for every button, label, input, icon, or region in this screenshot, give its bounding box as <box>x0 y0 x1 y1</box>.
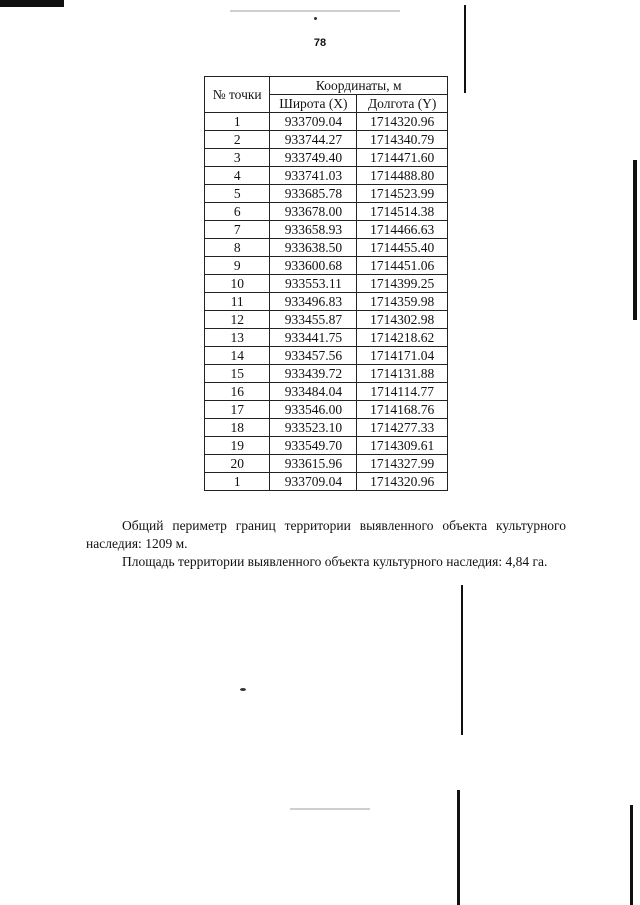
point-number-cell: 5 <box>205 185 270 203</box>
latitude-cell: 933638.50 <box>270 239 357 257</box>
latitude-cell: 933658.93 <box>270 221 357 239</box>
longitude-cell: 1714359.98 <box>357 293 448 311</box>
latitude-cell: 933457.56 <box>270 347 357 365</box>
scan-line-right-lower <box>461 585 463 735</box>
table-row <box>205 221 448 239</box>
longitude-cell: 1714168.76 <box>357 401 448 419</box>
point-number-cell: 14 <box>205 347 270 365</box>
point-number-cell: 17 <box>205 401 270 419</box>
header-latitude: Широта (X) <box>270 95 357 113</box>
latitude-cell: 933600.68 <box>270 257 357 275</box>
point-number-cell: 6 <box>205 203 270 221</box>
table-row <box>205 383 448 401</box>
longitude-cell: 1714114.77 <box>357 383 448 401</box>
point-number-cell: 1 <box>205 113 270 131</box>
longitude-cell: 1714320.96 <box>357 113 448 131</box>
point-number-cell: 3 <box>205 149 270 167</box>
header-longitude: Долгота (Y) <box>357 95 448 113</box>
perimeter-paragraph: Общий периметр границ территории выявленного объекта культурного наследия: 1209 м. <box>86 518 566 551</box>
table-row <box>205 257 448 275</box>
header-point-number: № точки <box>205 77 270 113</box>
scan-speck <box>240 688 246 691</box>
longitude-cell: 1714327.99 <box>357 455 448 473</box>
longitude-cell: 1714523.99 <box>357 185 448 203</box>
latitude-cell: 933749.40 <box>270 149 357 167</box>
point-number-cell: 11 <box>205 293 270 311</box>
latitude-cell: 933615.96 <box>270 455 357 473</box>
table-row <box>205 275 448 293</box>
latitude-cell: 933546.00 <box>270 401 357 419</box>
point-number-cell: 10 <box>205 275 270 293</box>
latitude-cell: 933484.04 <box>270 383 357 401</box>
scan-noise <box>290 808 370 810</box>
latitude-cell: 933549.70 <box>270 437 357 455</box>
longitude-cell: 1714320.96 <box>357 473 448 491</box>
point-number-cell: 15 <box>205 365 270 383</box>
scan-line-right-top <box>464 5 466 93</box>
table-row <box>205 239 448 257</box>
table-row <box>205 365 448 383</box>
coordinates-body <box>205 113 448 491</box>
point-number-cell: 19 <box>205 437 270 455</box>
point-number-cell: 2 <box>205 131 270 149</box>
latitude-cell: 933709.04 <box>270 473 357 491</box>
point-number-cell: 7 <box>205 221 270 239</box>
longitude-cell: 1714455.40 <box>357 239 448 257</box>
table-row <box>205 167 448 185</box>
latitude-cell: 933496.83 <box>270 293 357 311</box>
point-number-cell: 4 <box>205 167 270 185</box>
longitude-cell: 1714309.61 <box>357 437 448 455</box>
longitude-cell: 1714171.04 <box>357 347 448 365</box>
table-row <box>205 419 448 437</box>
table-row <box>205 203 448 221</box>
latitude-cell: 933553.11 <box>270 275 357 293</box>
longitude-cell: 1714466.63 <box>357 221 448 239</box>
table-row <box>205 293 448 311</box>
longitude-cell: 1714514.38 <box>357 203 448 221</box>
latitude-cell: 933441.75 <box>270 329 357 347</box>
point-number-cell: 12 <box>205 311 270 329</box>
latitude-cell: 933523.10 <box>270 419 357 437</box>
latitude-cell: 933678.00 <box>270 203 357 221</box>
table-row <box>205 329 448 347</box>
longitude-cell: 1714451.06 <box>357 257 448 275</box>
longitude-cell: 1714340.79 <box>357 131 448 149</box>
latitude-cell: 933439.72 <box>270 365 357 383</box>
longitude-cell: 1714131.88 <box>357 365 448 383</box>
table-row <box>205 473 448 491</box>
point-number-cell: 20 <box>205 455 270 473</box>
point-number-cell: 8 <box>205 239 270 257</box>
point-number-cell: 9 <box>205 257 270 275</box>
longitude-cell: 1714218.62 <box>357 329 448 347</box>
table-row <box>205 437 448 455</box>
scan-line-right-mid <box>633 160 637 320</box>
table-row <box>205 185 448 203</box>
scan-speck <box>314 17 317 20</box>
latitude-cell: 933744.27 <box>270 131 357 149</box>
longitude-cell: 1714302.98 <box>357 311 448 329</box>
table-row <box>205 347 448 365</box>
scan-edge-mark <box>0 0 64 7</box>
point-number-cell: 1 <box>205 473 270 491</box>
header-coordinates: Координаты, м <box>270 77 448 95</box>
longitude-cell: 1714277.33 <box>357 419 448 437</box>
longitude-cell: 1714471.60 <box>357 149 448 167</box>
table-row <box>205 131 448 149</box>
latitude-cell: 933741.03 <box>270 167 357 185</box>
table-row <box>205 311 448 329</box>
point-number-cell: 18 <box>205 419 270 437</box>
latitude-cell: 933709.04 <box>270 113 357 131</box>
latitude-cell: 933455.87 <box>270 311 357 329</box>
scan-line-right-bottom <box>457 790 460 905</box>
table-row <box>205 149 448 167</box>
scan-line-right-edge <box>630 805 633 905</box>
table-row <box>205 401 448 419</box>
scan-noise <box>230 10 400 12</box>
area-paragraph: Площадь территории выявленного объекта культурного наследия: 4,84 га. <box>122 554 548 569</box>
longitude-cell: 1714399.25 <box>357 275 448 293</box>
table-row <box>205 113 448 131</box>
coordinates-table <box>204 76 448 491</box>
latitude-cell: 933685.78 <box>270 185 357 203</box>
page-number: 78 <box>313 37 327 49</box>
table-row <box>205 455 448 473</box>
point-number-cell: 16 <box>205 383 270 401</box>
longitude-cell: 1714488.80 <box>357 167 448 185</box>
point-number-cell: 13 <box>205 329 270 347</box>
